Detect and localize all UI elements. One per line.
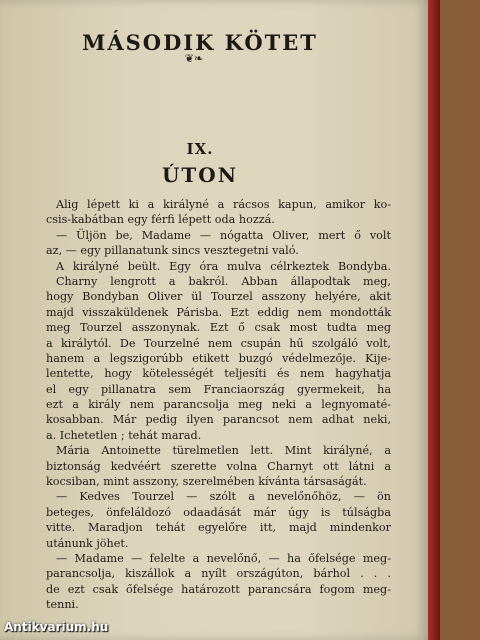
text-line: majd visszaküldenek Párisba. Ezt eddig nem mondották — [46, 305, 391, 319]
text-line: parancsolja, kiszállok a nyílt országúton, bárhol . . . — [46, 567, 391, 581]
text-line: utánunk jöhet. — [46, 536, 129, 550]
text-line: — Kedves Tourzel — szólt a nevelőnőhöz, — ön — [56, 490, 391, 504]
text-line: lentette, hogy kötelességét teljesíti és nem hagyhatja — [46, 367, 391, 381]
text-line: csis-kabátban egy férfi lépett oda hozzá. — [46, 213, 275, 227]
text-line: biztonság kedvéért szerette volna Charnyt ott látni a — [46, 459, 391, 473]
text-line: a királytól. De Tourzelné nem csupán hű szolgáló volt, — [46, 336, 391, 350]
text-line: Alig lépett ki a királyné a rácsos kapun, amikor ko- — [56, 198, 391, 211]
text-line: ezt a király nem parancsolja meg neki a legnyomaté- — [46, 398, 391, 412]
text-line: vitte. Maradjon tehát egyelőre itt, majd mindenkor — [46, 521, 391, 535]
text-line: — Üljön be, Madame — nógatta Oliver, mert ő volt — [56, 228, 391, 242]
text-line: a. Ichetetlen ; tehát marad. — [46, 428, 202, 442]
watermark: Antikvarium.hu — [4, 620, 109, 634]
body-text — [46, 197, 391, 613]
text-line: Charny lengrott a bakról. Abban állapodtak meg, — [56, 274, 391, 288]
text-line: Mária Antoinette türelmetlen lett. Mint királyné, a — [56, 444, 391, 458]
text-line: hanem a legszigorúbb etikett buzgó védelmezője. Kije- — [46, 351, 391, 365]
text-line: meg Tourzel asszonynak. Ezt ő csak most tudta meg — [46, 321, 391, 335]
chapter-title: ÚTON — [161, 163, 239, 187]
section-title: MÁSODIK KÖTET — [82, 30, 318, 55]
text-line: A királyné beült. Egy óra mulva célrkeztek Bondyba. — [56, 259, 391, 273]
text-line: hogy Bondyban Oliver ül Tourzel asszony helyére, akit — [46, 290, 391, 304]
ornament-icon: ❦❧ — [184, 52, 204, 65]
text-line: tenni. — [46, 598, 79, 612]
text-line: el egy pillanatra sem Franciaország gyermekeit, ha — [46, 382, 391, 396]
text-line: kosabban. Már pedig ilyen parancsot nem adhat neki, — [46, 413, 391, 427]
text-line: az, — egy pillanatunk sincs vesztegetni való. — [46, 244, 299, 258]
chapter-number: IX. — [186, 140, 214, 158]
text-line: beteges, önfeláldozó odaadását már úgy is túlságba — [46, 505, 391, 519]
text-line: kocsiban, mint asszony, szerelmében kívánta társaságát. — [46, 475, 367, 489]
text-line: — Madame — felelte a nevelőnő, — ha őfelsége meg- — [56, 551, 391, 565]
text-line: de ezt csak őfelsége határozott parancsára fogom meg- — [46, 582, 391, 596]
